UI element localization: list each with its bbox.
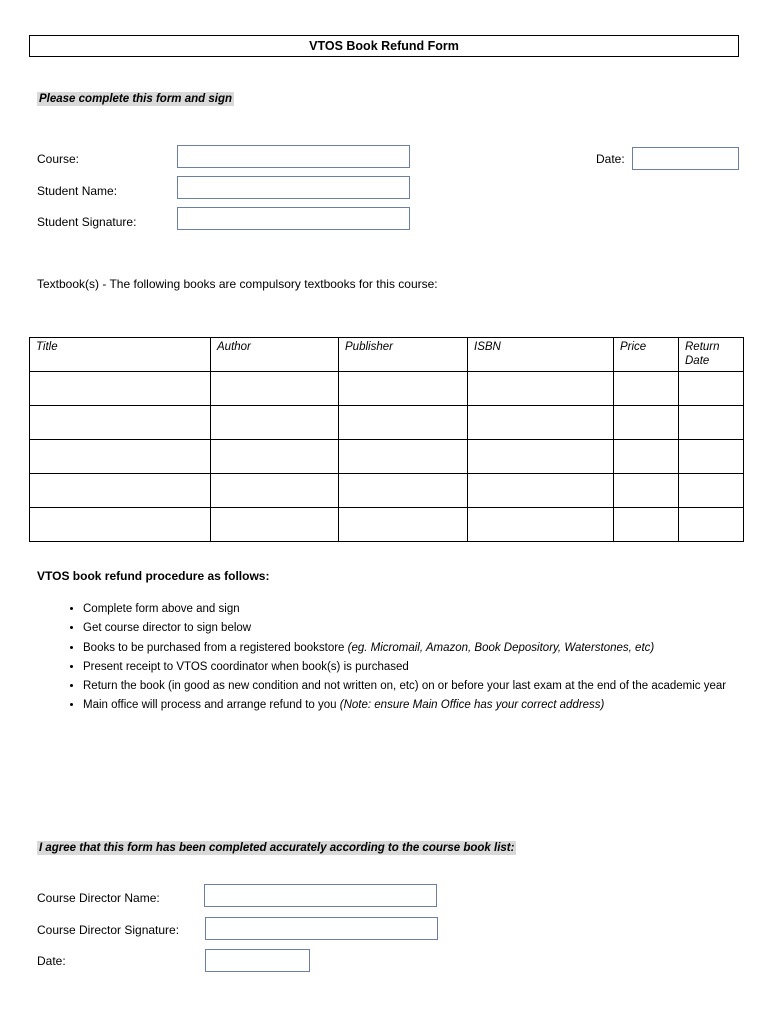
table-cell[interactable] — [679, 474, 744, 508]
column-header-price: Price — [614, 338, 679, 372]
table-cell[interactable] — [339, 372, 468, 406]
table-cell[interactable] — [339, 508, 468, 542]
table-cell[interactable] — [468, 440, 614, 474]
table-cell[interactable] — [614, 406, 679, 440]
procedure-item-text: Complete form above and sign — [83, 603, 240, 615]
textbooks-table — [29, 337, 744, 542]
table-cell[interactable] — [468, 508, 614, 542]
list-item — [83, 619, 770, 638]
instruction-text: Please complete this form and sign — [39, 93, 232, 105]
table-cell[interactable] — [679, 508, 744, 542]
table-cell[interactable] — [211, 372, 339, 406]
table-cell[interactable] — [211, 406, 339, 440]
director-signature-field[interactable] — [205, 917, 438, 940]
table-cell[interactable] — [614, 508, 679, 542]
table-row — [30, 508, 744, 542]
course-label: Course: — [37, 152, 80, 166]
agreement-text: I agree that this form has been completed accurately according to the course book list: — [39, 842, 515, 854]
procedure-item-text: Present receipt to VTOS coordinator when book(s) is purchased — [83, 660, 409, 673]
table-header-row — [30, 338, 744, 372]
column-header-title: Title — [30, 338, 211, 372]
course-field[interactable] — [177, 145, 410, 168]
director-name-label: Course Director Name: — [37, 891, 160, 905]
table-cell[interactable] — [30, 508, 211, 542]
procedure-heading: VTOS book refund procedure as follows: — [37, 569, 270, 583]
table-cell[interactable] — [614, 474, 679, 508]
list-item — [83, 677, 770, 696]
table-row — [30, 406, 744, 440]
table-row — [30, 474, 744, 508]
table-cell[interactable] — [30, 474, 211, 508]
procedure-item-text: Get course director to sign below — [83, 622, 252, 635]
table-cell[interactable] — [614, 440, 679, 474]
table-cell[interactable] — [339, 474, 468, 508]
director-date-label: Date: — [37, 954, 66, 968]
procedure-item-note: (Note: ensure Main Office has your correct address) — [339, 699, 605, 712]
director-signature-label: Course Director Signature: — [37, 923, 180, 937]
procedure-item-note: (eg. Micromail, Amazon, Book Depository, Waterstones, etc) — [347, 641, 655, 654]
table-cell[interactable] — [679, 406, 744, 440]
procedure-list — [58, 600, 770, 716]
student-signature-field[interactable] — [177, 207, 410, 230]
form-title: VTOS Book Refund Form — [29, 35, 739, 57]
column-header-publisher: Publisher — [339, 338, 468, 372]
table-row — [30, 440, 744, 474]
table-cell[interactable] — [339, 406, 468, 440]
date-field[interactable] — [632, 147, 739, 170]
table-cell[interactable] — [468, 474, 614, 508]
table-cell[interactable] — [679, 440, 744, 474]
procedure-item-text: Books to be purchased from a registered bookstore — [83, 641, 348, 654]
date-label: Date: — [596, 152, 625, 166]
student-name-field[interactable] — [177, 176, 410, 199]
column-header-return-date: Return Date — [679, 338, 744, 372]
table-cell[interactable] — [679, 372, 744, 406]
instruction-banner — [37, 91, 234, 106]
table-cell[interactable] — [211, 440, 339, 474]
table-cell[interactable] — [468, 406, 614, 440]
director-name-field[interactable] — [204, 884, 437, 907]
table-cell[interactable] — [339, 440, 468, 474]
list-item — [83, 600, 770, 619]
student-signature-label: Student Signature: — [37, 215, 137, 229]
table-cell[interactable] — [30, 406, 211, 440]
table-cell[interactable] — [30, 440, 211, 474]
table-cell[interactable] — [211, 508, 339, 542]
student-name-label: Student Name: — [37, 184, 118, 198]
table-cell[interactable] — [211, 474, 339, 508]
director-date-field[interactable] — [205, 949, 310, 972]
column-header-isbn: ISBN — [468, 338, 614, 372]
table-row — [30, 372, 744, 406]
table-cell[interactable] — [30, 372, 211, 406]
list-item — [83, 639, 770, 658]
procedure-item-text: Return the book (in good as new condition and not written on, etc) on or before your last exam at the end of the academic year — [83, 680, 727, 693]
list-item — [83, 696, 770, 715]
column-header-author: Author — [211, 338, 339, 372]
table-cell[interactable] — [614, 372, 679, 406]
agreement-banner — [37, 840, 516, 855]
textbooks-intro: Textbook(s) - The following books are compulsory textbooks for this course: — [37, 277, 438, 291]
procedure-item-text: Main office will process and arrange refund to you — [83, 699, 340, 712]
list-item — [83, 658, 770, 677]
table-cell[interactable] — [468, 372, 614, 406]
